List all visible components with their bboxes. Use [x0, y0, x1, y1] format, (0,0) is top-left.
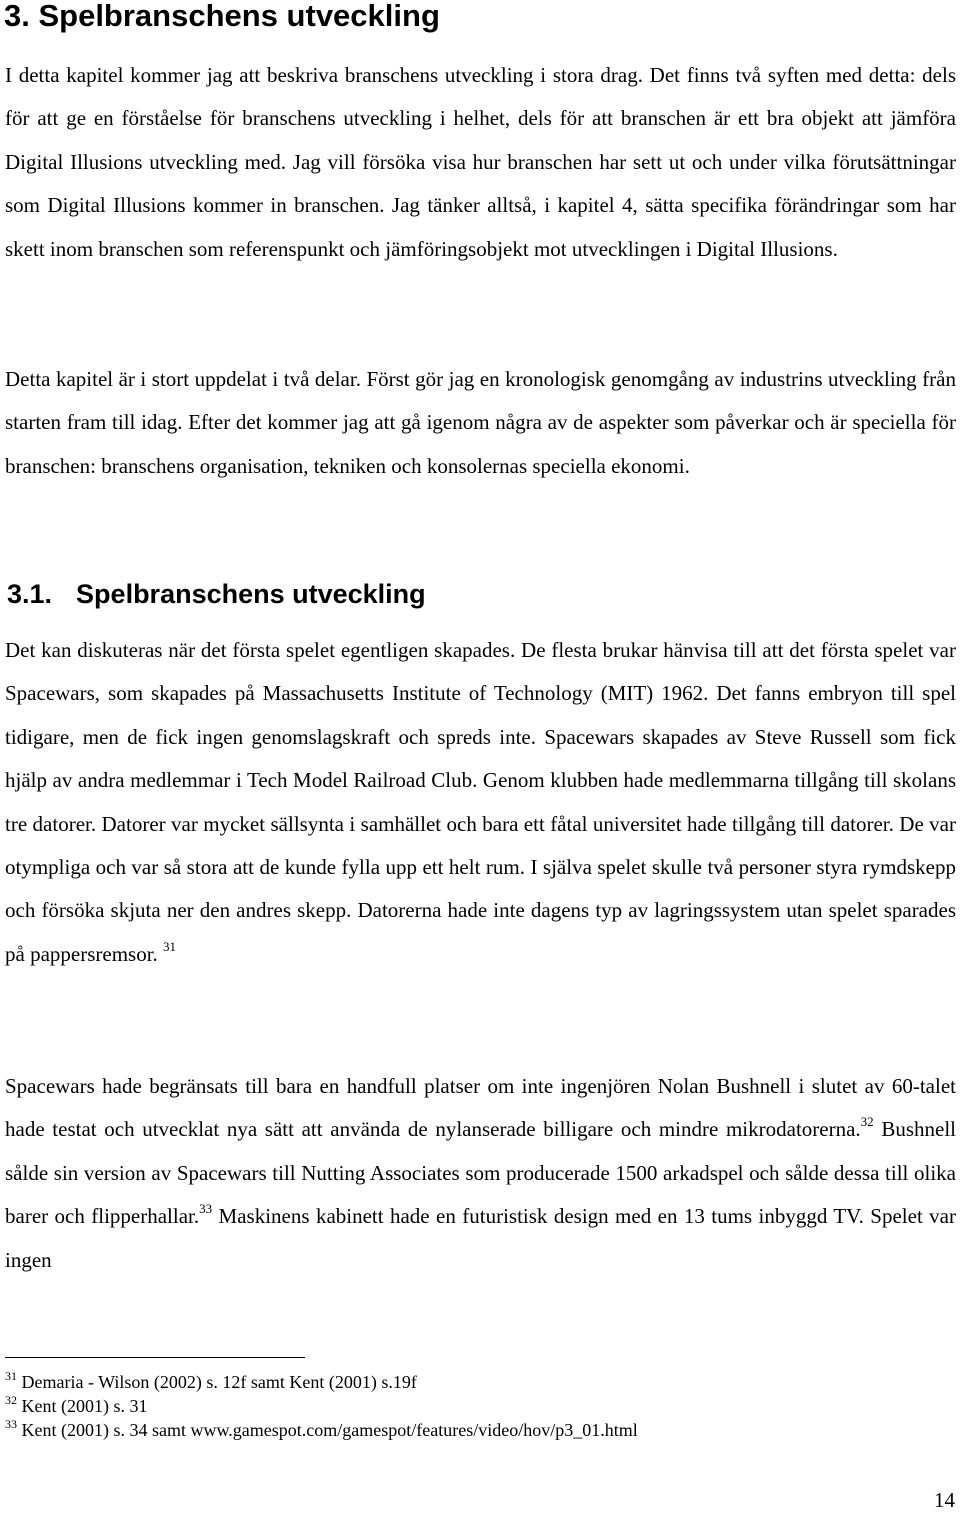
paragraph-text: Bushnell sålde sin version av Spacewars till Nutting Associates som producerade 1500 arkadspel och sålde dessa till olika barer och flipperhallar. [5, 1117, 956, 1229]
paragraph-text: Spacewars hade begränsats till bara en handfull platser om inte ingenjören Nolan Bushnell i slutet av 60-talet hade testat och utvecklat nya sätt att använda de nylanserade billigare och mindre mikrodatorerna. [5, 1074, 956, 1142]
footnote-item [5, 1418, 638, 1442]
footnote-ref-32[interactable]: 32 [860, 1114, 874, 1130]
section-heading: 3. Spelbranschens utveckling [4, 0, 440, 33]
footnote-number: 31 [5, 1369, 17, 1383]
footnote-text: Demaria - Wilson (2002) s. 12f samt Kent (2001) s.19f [21, 1372, 417, 1392]
subsection-title: Spelbranschens utveckling [76, 579, 426, 609]
subsection-heading [7, 577, 426, 611]
footnote-number: 32 [5, 1393, 17, 1407]
paragraph-text: Det kan diskuteras när det första spelet egentligen skapades. De flesta brukar hänvisa till att det första spelet var Spacewars, som skapades på Massachusetts Institute of Technology (MIT) 1962. Det fanns embryon till spel tidigare, men de fick ingen genomslagskraft och spreds inte. Spacewars skapades av Steve Russell som fick hjälp av andra medlemmar i Tech Model Railroad Club. Genom klubben hade medlemmarna tillgång till skolans tre datorer. Datorer var mycket sällsynta i samhället och bara ett fåtal universitet hade tillgång till datorer. De var otympliga och var så stora att de kunde fylla upp ett helt rum. I själva spelet skulle två personer styra rymdskepp och försöka skjuta ner den andres skepp. Datorerna hade inte dagens typ av lagringssystem utan spelet sparades på pappersremsor. [5, 638, 956, 966]
footnote-item [5, 1394, 638, 1418]
footnote-separator [5, 1357, 305, 1358]
page-number: 14 [934, 1488, 955, 1512]
intro-paragraph-1: I detta kapitel kommer jag att beskriva branschens utveckling i stora drag. Det finns två syften med detta: dels för att ge en förståelse för branschens utveckling i helhet, dels för att branschen är ett bra objekt att jämföra Digital Illusions utveckling med. Jag vill försöka visa hur branschen har sett ut och under vilka förutsättningar som Digital Illusions kommer in branschen. Jag tänker alltså, i kapitel 4, sätta specifika förändringar som har skett inom branschen som referenspunkt och jämföringsobjekt mot utvecklingen i Digital Illusions. [5, 63, 956, 261]
body-paragraph-3 [5, 629, 956, 976]
footnote-list [5, 1370, 638, 1442]
footnote-text: Kent (2001) s. 31 [21, 1396, 148, 1416]
subsection-number: 3.1. [7, 579, 53, 609]
paragraph-text: Maskinens kabinett hade en futuristisk design med en 13 tums inbyggd TV. Spelet var ingen [5, 1204, 956, 1272]
body-paragraph-4 [5, 1065, 956, 1282]
intro-paragraph-2: Detta kapitel är i stort uppdelat i två delar. Först gör jag en kronologisk genomgång av industrins utveckling från starten fram till idag. Efter det kommer jag att gå igenom några av de aspekter som påverkar och är speciella för branschen: branschens organisation, tekniken och konsolernas speciella ekonomi. [5, 367, 956, 478]
footnote-text: Kent (2001) s. 34 samt www.gamespot.com/gamespot/features/video/hov/p3_01.html [21, 1420, 638, 1440]
footnote-ref-31[interactable]: 31 [163, 938, 177, 954]
footnote-item [5, 1370, 638, 1394]
footnote-ref-33[interactable]: 33 [199, 1201, 213, 1217]
footnote-number: 33 [5, 1417, 17, 1431]
